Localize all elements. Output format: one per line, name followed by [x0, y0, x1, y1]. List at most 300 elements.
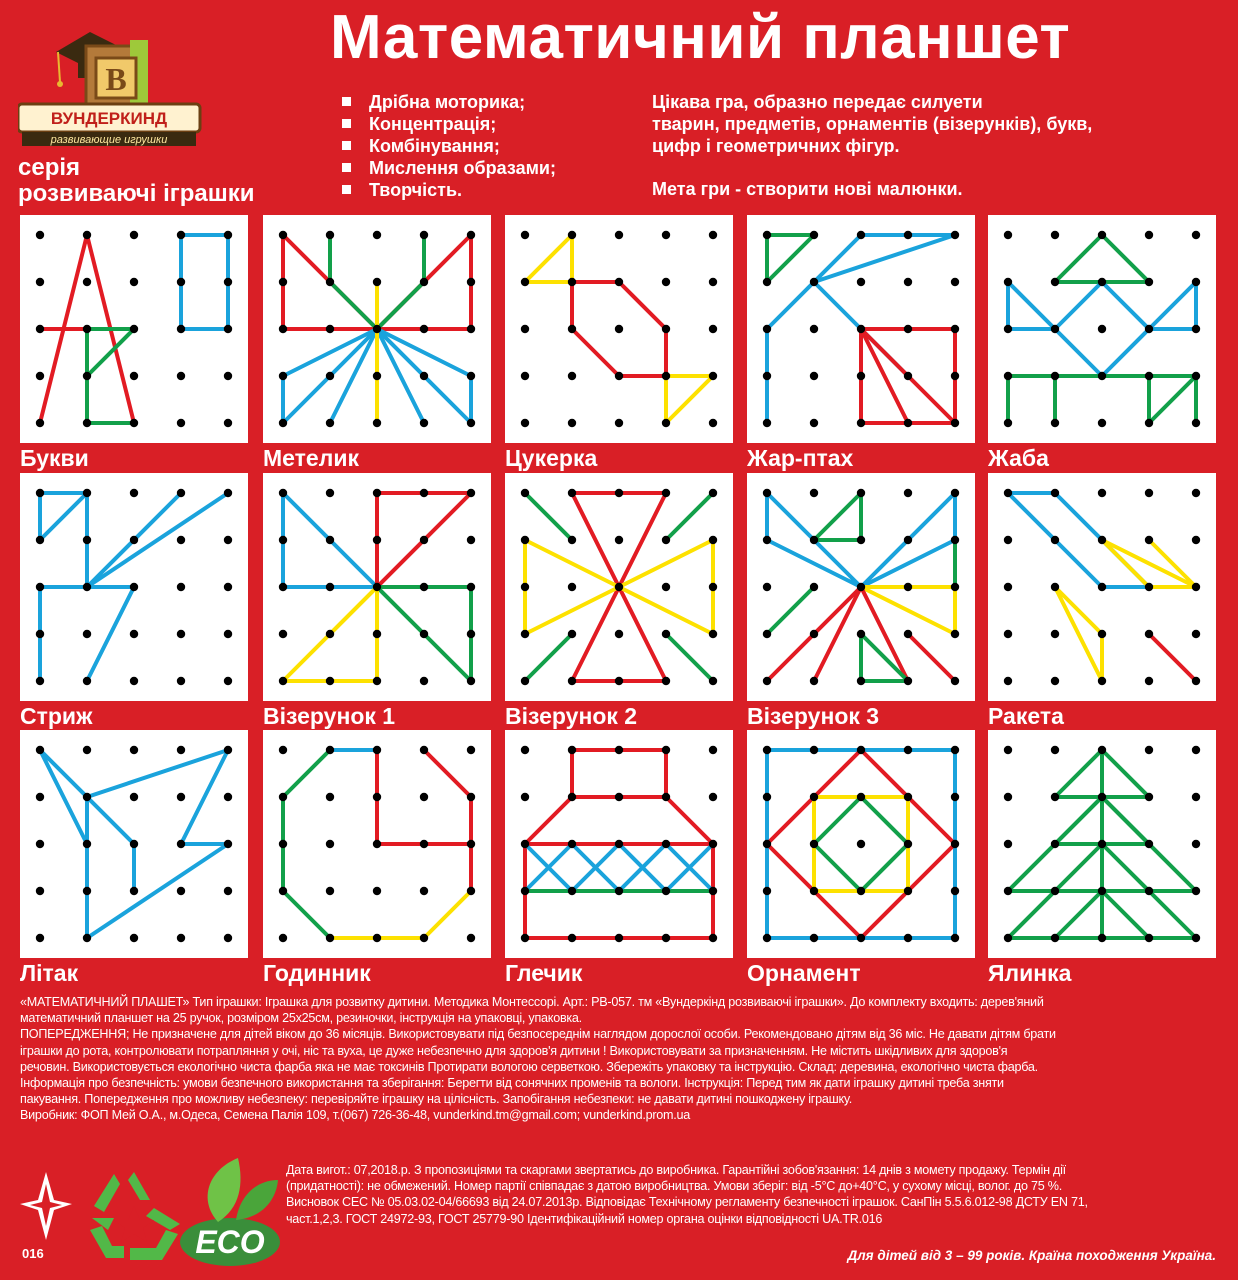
- peg-dot: [1004, 630, 1012, 638]
- rubber-band-line: [861, 587, 955, 634]
- peg-dot: [709, 583, 717, 591]
- peg-dot: [709, 934, 717, 942]
- peg-dot: [709, 793, 717, 801]
- peg-dot: [709, 419, 717, 427]
- peg-dot: [904, 278, 912, 286]
- pegboard: [20, 473, 248, 701]
- skills-list: [342, 91, 556, 201]
- brand-logo: [18, 12, 203, 147]
- peg-dot: [951, 372, 959, 380]
- pegboard-label: Стриж: [20, 703, 93, 729]
- game-goal: Мета гри - створити нові малюнки.: [652, 179, 963, 199]
- peg-dot: [224, 583, 232, 591]
- peg-dot: [810, 793, 818, 801]
- pegboard: [263, 730, 491, 958]
- peg-dot: [36, 630, 44, 638]
- rubber-band-line: [330, 587, 377, 634]
- peg-dot: [83, 677, 91, 685]
- peg-dot: [177, 419, 185, 427]
- peg-dot: [224, 489, 232, 497]
- peg-dot: [130, 489, 138, 497]
- peg-dot: [326, 583, 334, 591]
- peg-dot: [467, 536, 475, 544]
- peg-dot: [130, 278, 138, 286]
- peg-dot: [177, 793, 185, 801]
- logo-brand: ВУНДЕРКИНД: [50, 109, 168, 128]
- peg-dot: [279, 840, 287, 848]
- peg-dot: [1145, 934, 1153, 942]
- pegboard: [747, 215, 975, 443]
- rubber-band-line: [525, 844, 713, 891]
- peg-dot: [467, 325, 475, 333]
- peg-dot: [1051, 746, 1059, 754]
- peg-dot: [326, 793, 334, 801]
- peg-dot: [1098, 887, 1106, 895]
- peg-dot: [130, 840, 138, 848]
- peg-dot: [130, 630, 138, 638]
- peg-dot: [36, 536, 44, 544]
- peg-dot: [279, 746, 287, 754]
- peg-dot: [420, 419, 428, 427]
- rubber-band-line: [330, 329, 377, 423]
- peg-dot: [373, 746, 381, 754]
- peg-dot: [224, 372, 232, 380]
- peg-dot: [36, 419, 44, 427]
- pegboard: [747, 730, 975, 958]
- peg-dot: [36, 583, 44, 591]
- pegboard-label: Візерунок 3: [747, 703, 880, 729]
- rubber-band-line: [861, 634, 908, 681]
- peg-dot: [1004, 887, 1012, 895]
- peg-dot: [615, 536, 623, 544]
- peg-dot: [1192, 583, 1200, 591]
- peg-dot: [568, 372, 576, 380]
- peg-dot: [951, 887, 959, 895]
- peg-dot: [521, 583, 529, 591]
- pegboard-pattern: [505, 730, 733, 958]
- peg-dot: [1004, 793, 1012, 801]
- peg-dot: [467, 583, 475, 591]
- peg-dot: [1004, 677, 1012, 685]
- rubber-band-line: [330, 891, 471, 938]
- peg-dot: [1098, 372, 1106, 380]
- peg-dot: [1145, 840, 1153, 848]
- peg-dot: [763, 489, 771, 497]
- peg-dot: [521, 934, 529, 942]
- bullet-square-icon: [342, 185, 351, 194]
- peg-dot: [763, 278, 771, 286]
- peg-dot: [326, 419, 334, 427]
- peg-dot: [1051, 231, 1059, 239]
- peg-dot: [521, 536, 529, 544]
- peg-dot: [326, 840, 334, 848]
- peg-dot: [857, 887, 865, 895]
- peg-dot: [177, 325, 185, 333]
- peg-dot: [420, 793, 428, 801]
- pegboard-pattern: [988, 215, 1216, 443]
- peg-dot: [1051, 583, 1059, 591]
- peg-dot: [177, 630, 185, 638]
- peg-dot: [1192, 746, 1200, 754]
- peg-dot: [83, 419, 91, 427]
- peg-dot: [1098, 793, 1106, 801]
- peg-dot: [857, 840, 865, 848]
- peg-dot: [224, 630, 232, 638]
- peg-dot: [467, 489, 475, 497]
- peg-dot: [568, 536, 576, 544]
- peg-dot: [36, 793, 44, 801]
- pegboard-label: Літак: [20, 960, 79, 986]
- peg-dot: [904, 840, 912, 848]
- peg-dot: [130, 793, 138, 801]
- peg-dot: [951, 489, 959, 497]
- recycle-icon: [84, 1168, 184, 1269]
- peg-dot: [615, 887, 623, 895]
- rubber-band-line: [424, 750, 471, 891]
- peg-dot: [420, 325, 428, 333]
- peg-dot: [36, 677, 44, 685]
- peg-dot: [1192, 419, 1200, 427]
- peg-dot: [224, 231, 232, 239]
- peg-dot: [857, 583, 865, 591]
- peg-dot: [709, 325, 717, 333]
- peg-dot: [709, 887, 717, 895]
- pegboard-pattern: [747, 473, 975, 701]
- rubber-band-line: [87, 587, 134, 681]
- rubber-band-line: [87, 329, 134, 423]
- peg-dot: [467, 840, 475, 848]
- peg-dot: [177, 934, 185, 942]
- peg-dot: [467, 746, 475, 754]
- pegboard: [988, 215, 1216, 443]
- peg-dot: [810, 746, 818, 754]
- peg-dot: [1051, 840, 1059, 848]
- peg-dot: [904, 536, 912, 544]
- peg-dot: [1192, 278, 1200, 286]
- peg-dot: [763, 840, 771, 848]
- pegboard: [20, 215, 248, 443]
- rubber-band-line: [330, 235, 377, 329]
- peg-dot: [36, 231, 44, 239]
- peg-dot: [1192, 793, 1200, 801]
- peg-dot: [763, 746, 771, 754]
- peg-dot: [1192, 372, 1200, 380]
- pegboard: [505, 215, 733, 443]
- rubber-band-line: [1008, 282, 1055, 329]
- peg-dot: [83, 840, 91, 848]
- peg-dot: [420, 278, 428, 286]
- peg-dot: [662, 536, 670, 544]
- peg-dot: [857, 372, 865, 380]
- peg-dot: [130, 536, 138, 544]
- peg-dot: [904, 793, 912, 801]
- peg-dot: [224, 278, 232, 286]
- pegboard-label: Візерунок 1: [263, 703, 396, 729]
- rubber-band-line: [525, 634, 572, 681]
- peg-dot: [662, 887, 670, 895]
- peg-dot: [810, 630, 818, 638]
- peg-dot: [36, 840, 44, 848]
- rubber-band-line: [1055, 235, 1149, 282]
- peg-dot: [373, 536, 381, 544]
- peg-dot: [36, 372, 44, 380]
- peg-dot: [279, 677, 287, 685]
- pegboard-pattern: [505, 215, 733, 443]
- eco-icon: [178, 1150, 284, 1275]
- peg-dot: [1051, 489, 1059, 497]
- peg-dot: [857, 934, 865, 942]
- peg-dot: [662, 489, 670, 497]
- bullet-square-icon: [342, 119, 351, 128]
- peg-dot: [904, 583, 912, 591]
- peg-dot: [763, 231, 771, 239]
- peg-dot: [568, 746, 576, 754]
- peg-dot: [1098, 536, 1106, 544]
- peg-dot: [130, 746, 138, 754]
- pegboard-pattern: [20, 473, 248, 701]
- peg-dot: [810, 677, 818, 685]
- peg-dot: [130, 419, 138, 427]
- peg-dot: [615, 630, 623, 638]
- peg-dot: [1192, 325, 1200, 333]
- peg-dot: [857, 677, 865, 685]
- peg-dot: [904, 325, 912, 333]
- peg-dot: [1098, 489, 1106, 497]
- peg-dot: [224, 887, 232, 895]
- peg-dot: [373, 840, 381, 848]
- peg-dot: [83, 536, 91, 544]
- peg-dot: [467, 231, 475, 239]
- peg-dot: [1098, 934, 1106, 942]
- peg-dot: [1145, 677, 1153, 685]
- peg-dot: [904, 231, 912, 239]
- peg-dot: [224, 536, 232, 544]
- peg-dot: [373, 630, 381, 638]
- peg-dot: [810, 419, 818, 427]
- rubber-band-line: [1149, 634, 1196, 681]
- peg-dot: [615, 746, 623, 754]
- pegboard-label: Метелик: [263, 445, 359, 471]
- rubber-band-line: [1102, 540, 1196, 587]
- peg-dot: [373, 583, 381, 591]
- rubber-band-line: [1149, 540, 1196, 587]
- peg-dot: [326, 278, 334, 286]
- peg-dot: [224, 419, 232, 427]
- peg-dot: [521, 231, 529, 239]
- pegboard-label: Орнамент: [747, 960, 861, 986]
- peg-dot: [709, 677, 717, 685]
- peg-dot: [83, 325, 91, 333]
- pegboard: [747, 473, 975, 701]
- peg-dot: [662, 325, 670, 333]
- peg-dot: [1004, 934, 1012, 942]
- pegboard-label: Цукерка: [505, 445, 598, 471]
- pegboard-pattern: [263, 730, 491, 958]
- pegboard-pattern: [20, 215, 248, 443]
- peg-dot: [951, 583, 959, 591]
- peg-dot: [224, 840, 232, 848]
- peg-dot: [83, 489, 91, 497]
- pegboard: [505, 473, 733, 701]
- peg-dot: [1098, 278, 1106, 286]
- pegboard-pattern: [263, 473, 491, 701]
- peg-dot: [130, 325, 138, 333]
- pegboard-label: Букви: [20, 445, 89, 471]
- peg-dot: [36, 746, 44, 754]
- peg-dot: [83, 372, 91, 380]
- peg-dot: [326, 231, 334, 239]
- peg-dot: [467, 793, 475, 801]
- peg-dot: [420, 583, 428, 591]
- peg-dot: [177, 583, 185, 591]
- series-label: серія: [18, 154, 81, 181]
- peg-dot: [1145, 372, 1153, 380]
- peg-dot: [904, 677, 912, 685]
- peg-dot: [177, 489, 185, 497]
- peg-dot: [1145, 887, 1153, 895]
- peg-dot: [521, 419, 529, 427]
- peg-dot: [662, 677, 670, 685]
- peg-dot: [177, 840, 185, 848]
- peg-dot: [857, 325, 865, 333]
- rubber-band-line: [767, 587, 814, 634]
- peg-dot: [810, 536, 818, 544]
- peg-dot: [568, 840, 576, 848]
- pegboard-pattern: [747, 215, 975, 443]
- peg-dot: [373, 372, 381, 380]
- peg-dot: [662, 372, 670, 380]
- peg-dot: [373, 887, 381, 895]
- peg-dot: [951, 934, 959, 942]
- peg-dot: [1145, 536, 1153, 544]
- peg-dot: [810, 840, 818, 848]
- certification-mark-icon: [18, 1170, 74, 1247]
- peg-dot: [130, 372, 138, 380]
- peg-dot: [36, 887, 44, 895]
- pegboard: [263, 215, 491, 443]
- peg-dot: [763, 793, 771, 801]
- peg-dot: [763, 934, 771, 942]
- bullet-square-icon: [342, 163, 351, 172]
- peg-dot: [763, 325, 771, 333]
- peg-dot: [904, 419, 912, 427]
- pegboard-label: Візерунок 2: [505, 703, 638, 729]
- peg-dot: [1051, 325, 1059, 333]
- rubber-band-line: [525, 493, 572, 540]
- peg-dot: [326, 934, 334, 942]
- peg-dot: [467, 278, 475, 286]
- peg-dot: [904, 887, 912, 895]
- peg-dot: [857, 630, 865, 638]
- logo-block-icon: [86, 40, 148, 110]
- peg-dot: [177, 887, 185, 895]
- peg-dot: [615, 372, 623, 380]
- peg-dot: [568, 419, 576, 427]
- peg-dot: [1145, 419, 1153, 427]
- peg-dot: [83, 278, 91, 286]
- peg-dot: [521, 840, 529, 848]
- peg-dot: [36, 934, 44, 942]
- peg-dot: [1051, 372, 1059, 380]
- skill-item: Комбінування;: [342, 135, 556, 157]
- peg-dot: [36, 325, 44, 333]
- pegboard-pattern: [988, 473, 1216, 701]
- rubber-band-line: [181, 235, 228, 329]
- peg-dot: [1145, 231, 1153, 239]
- peg-dot: [1004, 372, 1012, 380]
- peg-dot: [521, 793, 529, 801]
- rubber-band-line: [525, 235, 572, 282]
- peg-dot: [1098, 746, 1106, 754]
- peg-dot: [615, 278, 623, 286]
- peg-dot: [662, 278, 670, 286]
- peg-dot: [810, 489, 818, 497]
- peg-dot: [224, 325, 232, 333]
- peg-dot: [662, 840, 670, 848]
- peg-dot: [662, 934, 670, 942]
- peg-dot: [83, 583, 91, 591]
- peg-dot: [709, 231, 717, 239]
- rubber-band-line: [1008, 493, 1149, 587]
- peg-dot: [467, 372, 475, 380]
- peg-dot: [1051, 793, 1059, 801]
- rubber-band-line: [861, 587, 908, 681]
- pegboard: [20, 730, 248, 958]
- peg-dot: [1004, 419, 1012, 427]
- peg-dot: [1192, 677, 1200, 685]
- peg-dot: [1004, 746, 1012, 754]
- peg-dot: [279, 489, 287, 497]
- peg-dot: [420, 536, 428, 544]
- peg-dot: [1192, 489, 1200, 497]
- peg-dot: [373, 934, 381, 942]
- peg-dot: [1051, 677, 1059, 685]
- peg-dot: [1192, 630, 1200, 638]
- peg-dot: [279, 793, 287, 801]
- peg-dot: [810, 934, 818, 942]
- peg-dot: [177, 536, 185, 544]
- peg-dot: [1145, 325, 1153, 333]
- peg-dot: [279, 630, 287, 638]
- rubber-band-line: [908, 634, 955, 681]
- peg-dot: [326, 677, 334, 685]
- skill-item: Концентрація;: [342, 113, 556, 135]
- peg-dot: [373, 677, 381, 685]
- peg-dot: [763, 583, 771, 591]
- peg-dot: [420, 630, 428, 638]
- peg-dot: [810, 372, 818, 380]
- peg-dot: [420, 934, 428, 942]
- rubber-band-line: [666, 376, 713, 423]
- peg-dot: [326, 630, 334, 638]
- rubber-band-line: [814, 587, 861, 681]
- pegboard-pattern: [263, 215, 491, 443]
- pegboard-label: Годинник: [263, 960, 371, 986]
- peg-dot: [951, 677, 959, 685]
- peg-dot: [1051, 419, 1059, 427]
- rubber-band-line: [525, 797, 713, 938]
- logo-tagline: развивающие игрушки: [50, 134, 168, 146]
- peg-dot: [1004, 231, 1012, 239]
- peg-dot: [326, 372, 334, 380]
- peg-dot: [1098, 840, 1106, 848]
- peg-dot: [857, 793, 865, 801]
- peg-dot: [130, 934, 138, 942]
- peg-dot: [521, 746, 529, 754]
- peg-dot: [662, 583, 670, 591]
- peg-dot: [662, 630, 670, 638]
- peg-dot: [1145, 793, 1153, 801]
